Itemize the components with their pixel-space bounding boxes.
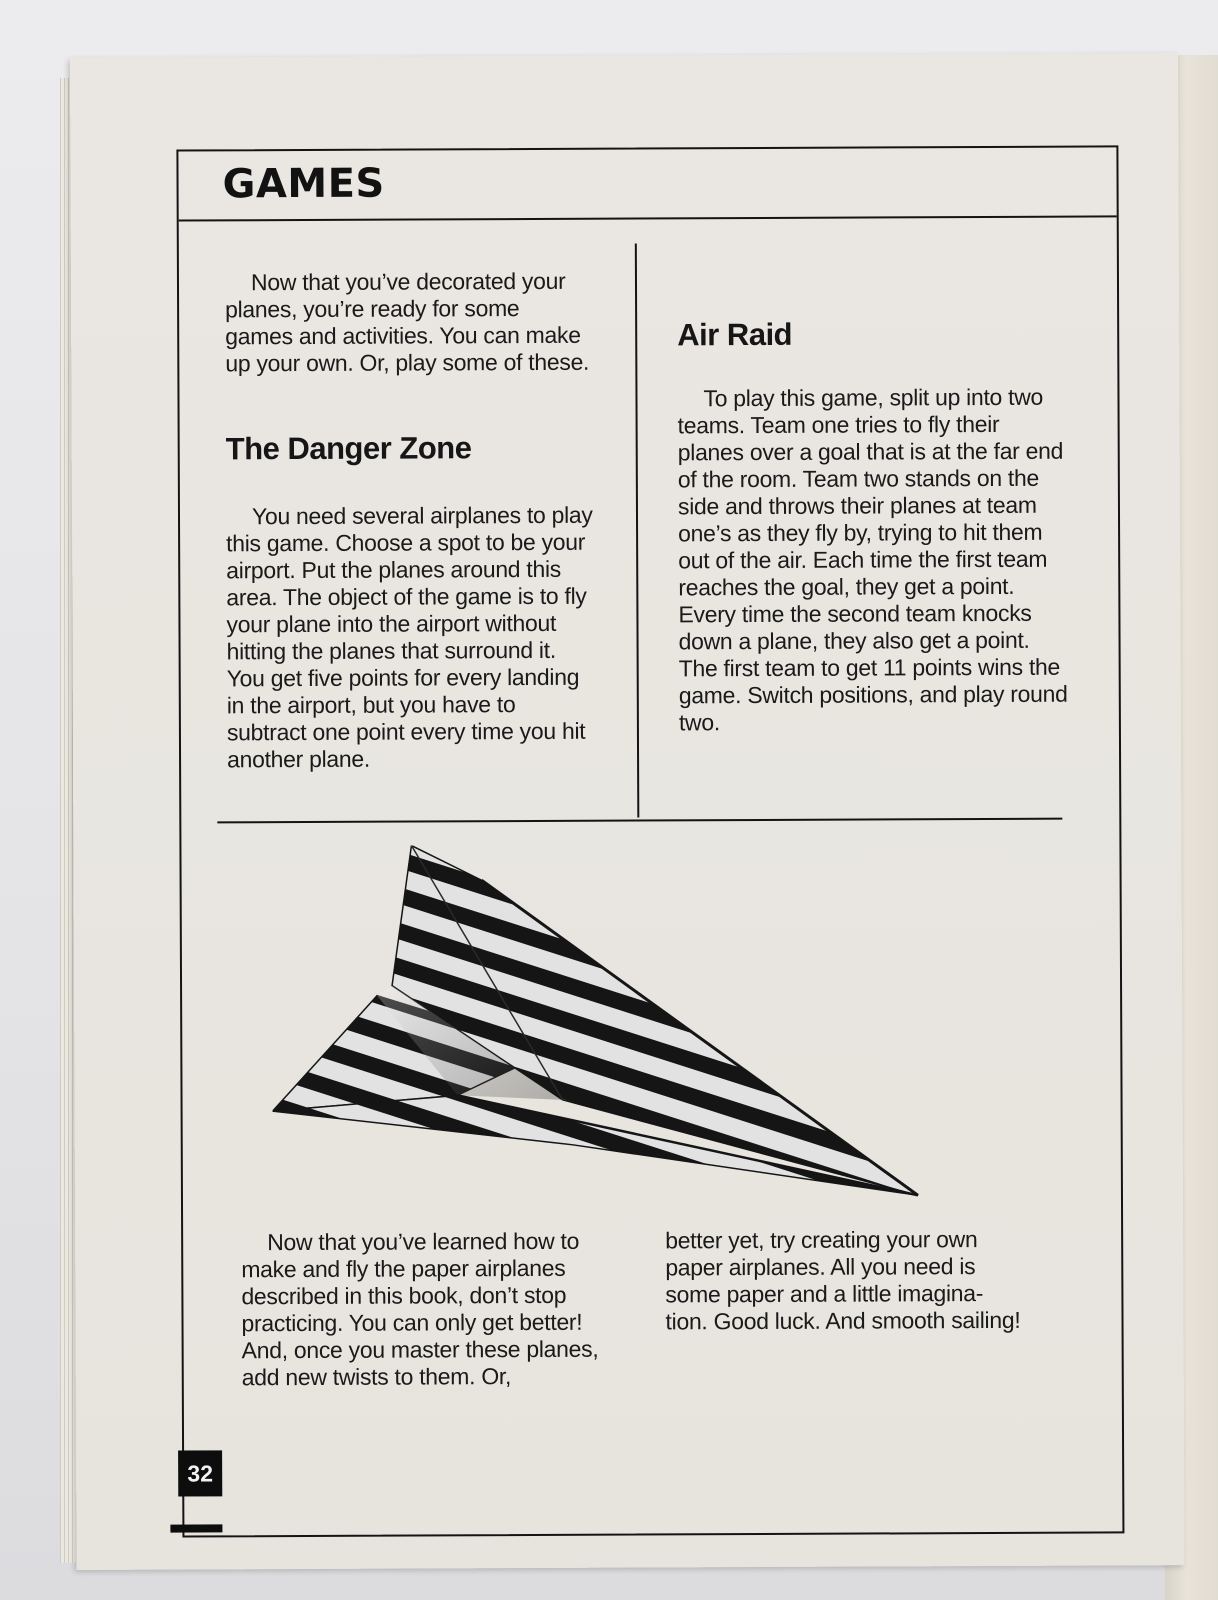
intro-paragraph: Now that you’ve decorated your planes, you’re ready for some games and activities. You can make up your own. Or, play some of these. [225, 267, 590, 377]
air-raid-heading: Air Raid [677, 316, 793, 353]
title-bar [178, 147, 1116, 221]
column-divider [635, 244, 640, 818]
section-divider [217, 818, 1062, 824]
content-frame [176, 145, 1124, 1537]
air-raid-paragraph: To play this game, split up into two teams. Team one tries to fly their planes over a goal that is at the far end of the room. Team two stands on the side and throws their planes at team one’s as they fly by, trying to hit them out of the air. Each time the first team reaches the goal, they get a point. Every time the second team knocks down a plane, they also get a point. The first team to get 11 points wins the game. Switch positions, and play round two. [677, 383, 1068, 736]
book-page [70, 53, 1185, 1570]
danger-zone-heading: The Danger Zone [225, 430, 472, 467]
page-number-badge: 32 [178, 1450, 222, 1496]
danger-zone-paragraph: You need several airplanes to play this game. Choose a spot to be your airport. Put the planes around this area. The object of the game is to fly your plane into the airport without hitting the planes that surround it. You get five points for every landing in the airport, but you have to subtract one point every time you hit another plane. [226, 501, 593, 773]
striped-paper-airplane-icon [271, 843, 933, 1226]
closing-paragraph-right: better yet, try creating your own paper airplanes. All you need is some paper and a little imagina-tion. Good luck. And smooth sailing! [665, 1226, 1021, 1335]
page-tab-bar [170, 1524, 222, 1532]
closing-paragraph-left: Now that you’ve learned how to make and fly the paper airplanes described in this book, don’t stop practicing. You can only get better! And, once you master these planes, add new twists to them. Or, [241, 1227, 599, 1391]
page-title: GAMES [222, 160, 385, 208]
